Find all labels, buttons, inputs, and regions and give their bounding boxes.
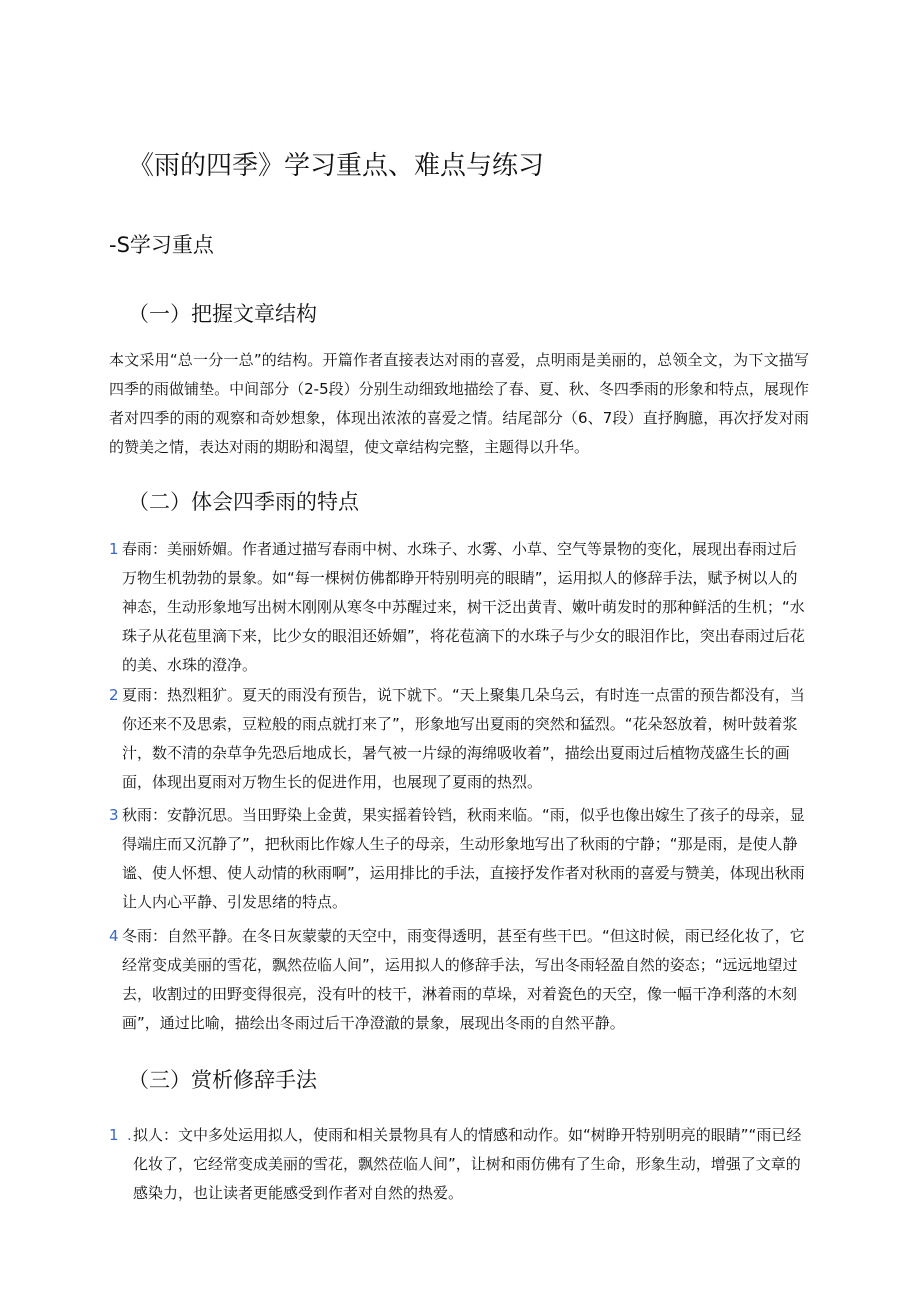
list-item-text: 秋雨：安静沉思。当田野染上金黄，果实摇着铃铛，秋雨来临。“雨，似乎也像出嫁生了孩子的母亲，显得端庄而又沉静了”，把秋雨比作嫁人生子的母亲，生动形象地写出了秋雨的宁静；“那是雨，是使人静谧、使人怀想、使人动情的秋雨啊”，运用排比的手法，直接抒发作者对秋雨的喜爱与赞美，体现出秋雨让人内心平静、引发思绪的特点。 (122, 806, 805, 911)
list-number: 2 (109, 686, 119, 704)
list-number: 4 (109, 927, 119, 945)
list-item-text: 春雨：美丽娇媚。作者通过描写春雨中树、水珠子、水雾、小草、空气等景物的变化，展现出春雨过后万物生机勃勃的景象。如“每一棵树仿佛都睁开特别明亮的眼睛”，运用拟人的修辞手法，赋予树以人的神态，生动形象地写出树木刚刚从寒冬中苏醒过来，树干泛出黄青、嫩叶萌发时的那种鲜活的生机；“水珠子从花苞里滴下来，比少女的眼泪还娇媚”，将花苞滴下的水珠子与少女的眼泪作比，突出春雨过后花的美、水珠的澄净。 (122, 540, 805, 674)
list-number-dot: . (127, 1126, 132, 1144)
subsection-heading-rhetoric: （三）赏析修辞手法 (128, 1068, 317, 1092)
subsection-heading-structure: （一）把握文章结构 (128, 302, 317, 326)
list-item-text: 拟人：文中多处运用拟人，使雨和相关景物具有人的情感和动作。如“树睁开特别明亮的眼睛”“雨已经化妆了，它经常变成美丽的雪花，飘然莅临人间”，让树和雨仿佛有了生命，形象生动，增强了文章的感染力，也让读者更能感受到作者对自然的热爱。 (133, 1126, 802, 1202)
list-number: 1 (109, 540, 119, 558)
list-item-text: 夏雨：热烈粗犷。夏天的雨没有预告，说下就下。“天上聚集几朵乌云，有时连一点雷的预告都没有，当你还来不及思索，豆粒般的雨点就打来了”，形象地写出夏雨的突然和猛烈。“花朵怒放着，树叶鼓着浆汁，数不清的杂草争先恐后地成长，暑气被一片绿的海绵吸收着”，描绘出夏雨过后植物茂盛生长的画面，体现出夏雨对万物生长的促进作用，也展现了夏雨的热烈。 (122, 686, 805, 791)
list-item-summer (109, 681, 809, 797)
list-item-winter (109, 922, 809, 1038)
list-item-spring (109, 535, 809, 680)
subsection-heading-features: （二）体会四季雨的特点 (128, 490, 359, 514)
structure-paragraph: 本文采用“总一分一总”的结构。开篇作者直接表达对雨的喜爱，点明雨是美丽的，总领全文，为下文描写四季的雨做铺垫。中间部分（2-5段）分别生动细致地描绘了春、夏、秋、冬四季雨的形象和特点，展现作者对四季的雨的观察和奇妙想象，体现出浓浓的喜爱之情。结尾部分（6、7段）直抒胸臆，再次抒发对雨的赞美之情，表达对雨的期盼和渴望，使文章结构完整，主题得以升华。 (109, 351, 809, 456)
list-item-text: 冬雨：自然平静。在冬日灰蒙蒙的天空中，雨变得透明，甚至有些干巴。“但这时候，雨已经化妆了，它经常变成美丽的雪花，飘然莅临人间”，运用拟人的修辞手法，写出冬雨轻盈自然的姿态；“远远地望过去，收割过的田野变得很亮，没有叶的枝干，淋着雨的草垛，对着瓷色的天空，像一幅干净利落的木刻画”，通过比喻，描绘出冬雨过后干净澄澈的景象，展现出冬雨的自然平静。 (122, 927, 805, 1032)
document-title: 《雨的四季》学习重点、难点与练习 (128, 151, 545, 181)
list-item-personification (109, 1121, 809, 1208)
list-item-autumn (109, 801, 809, 917)
list-number: 3 (109, 806, 119, 824)
list-number: 1 (109, 1126, 119, 1144)
section-heading-learning-focus: -S学习重点 (109, 233, 214, 257)
